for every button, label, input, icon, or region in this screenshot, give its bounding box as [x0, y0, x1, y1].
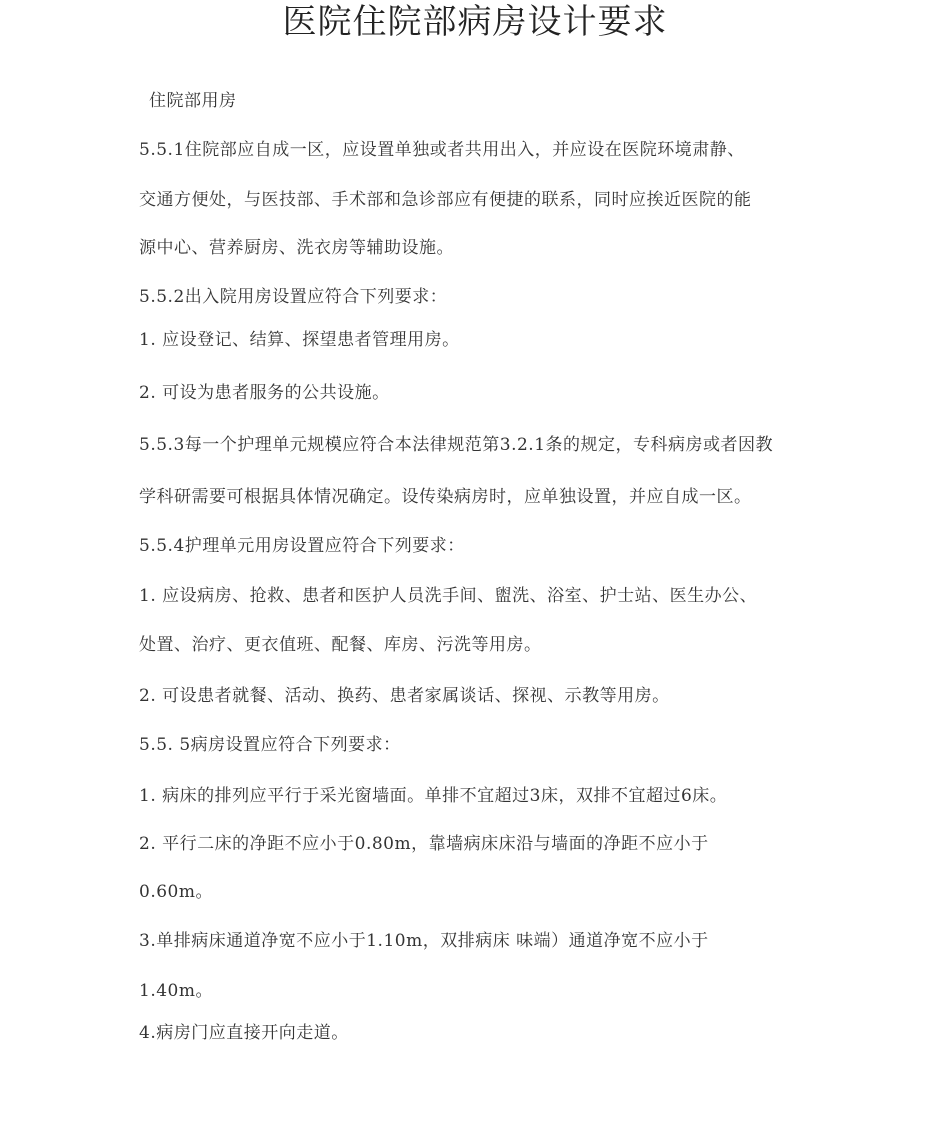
text-line: 5.5. 5病房设置应符合下列要求：	[139, 735, 401, 755]
document-title: 医院住院部病房设计要求	[282, 2, 668, 42]
text-line: 源中心、营养厨房、洗衣房等辅助设施。	[139, 238, 454, 258]
text-line: 2. 可设患者就餐、活动、换药、患者家属谈话、探视、示教等用房。	[139, 686, 670, 706]
text-line: 5.5.4护理单元用房设置应符合下列要求：	[139, 536, 465, 556]
text-line: 5.5.1住院部应自成一区，应设置单独或者共用出入，并应设在医院环境肃静、	[139, 140, 745, 160]
text-line: 5.5.3每一个护理单元规模应符合本法律规范第3.2.1条的规定，专科病房或者因教	[139, 435, 774, 455]
text-line: 5.5.2出入院用房设置应符合下列要求：	[139, 287, 448, 307]
text-line: 3.单排病床通道净宽不应小于1.10m，双排病床 味端）通道净宽不应小于	[139, 931, 709, 951]
text-line: 学科研需要可根据具体情况确定。设传染病房时，应单独设置，并应自成一区。	[139, 487, 752, 507]
text-line: 处置、治疗、更衣值班、配餐、库房、污洗等用房。	[139, 635, 542, 655]
text-line: 1.40m。	[139, 981, 213, 1001]
text-line: 4.病房门应直接开向走道。	[139, 1023, 349, 1043]
text-line: 2. 平行二床的净距不应小于0.80m，靠墙病床床沿与墙面的净距不应小于	[139, 834, 709, 854]
section-heading: 住院部用房	[149, 91, 237, 111]
text-line: 0.60m。	[139, 882, 213, 902]
text-line: 1. 应设病房、抢救、患者和医护人员洗手间、盥洗、浴室、护士站、医生办公、	[139, 586, 758, 606]
text-line: 2. 可设为患者服务的公共设施。	[139, 383, 390, 403]
text-line: 交通方便处，与医技部、手术部和急诊部应有便捷的联系，同时应挨近医院的能	[139, 190, 752, 210]
text-line: 1. 应设登记、结算、探望患者管理用房。	[139, 330, 460, 350]
text-line: 1. 病床的排列应平行于采光窗墙面。单排不宜超过3床，双排不宜超过6床。	[139, 786, 728, 806]
